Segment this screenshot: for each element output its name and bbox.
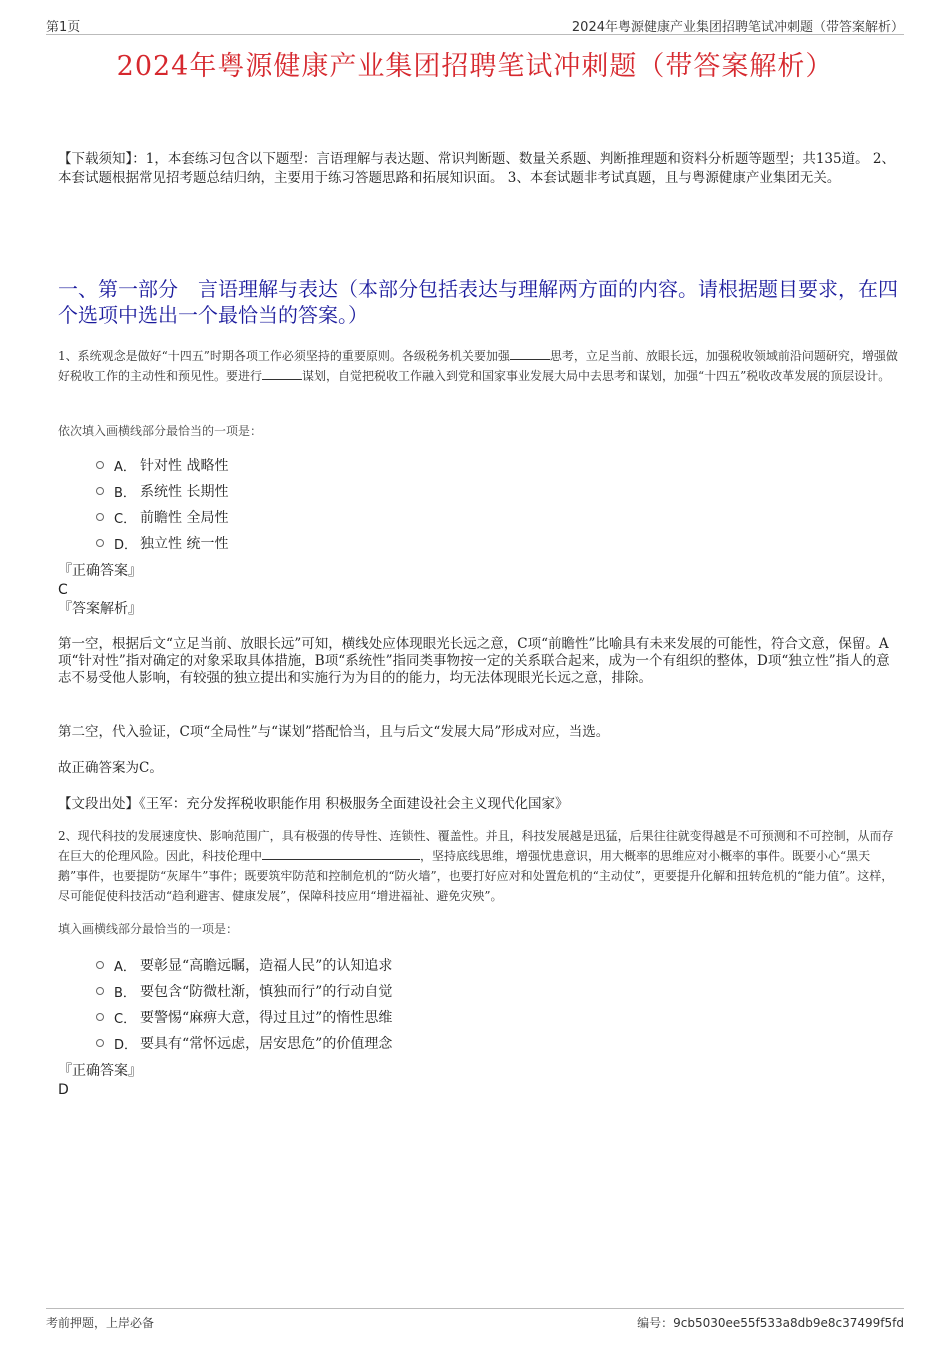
option-c[interactable]: C． 要警惕“麻痹大意，得过且过”的惰性思维 bbox=[96, 1004, 392, 1030]
analysis-paragraph-3: 故正确答案为C。 bbox=[58, 760, 163, 776]
radio-icon[interactable] bbox=[96, 513, 104, 521]
blank-2 bbox=[262, 379, 302, 380]
text-source: 【文段出处】《王军：充分发挥税收职能作用 积极服务全面建设社会主义现代化国家》 bbox=[58, 796, 569, 812]
option-a[interactable]: A． 针对性 战略性 bbox=[96, 452, 228, 478]
option-d[interactable]: D． 要具有“常怀远虑，居安思危”的价值理念 bbox=[96, 1030, 392, 1056]
footer-slogan: 考前押题，上岸必备 bbox=[46, 1316, 155, 1330]
document-id: 编号：9cb5030ee55f533a8db9e8c37499f5fd bbox=[637, 1316, 904, 1330]
header-doc-title: 2024年粤源健康产业集团招聘笔试冲刺题（带答案解析） bbox=[571, 20, 904, 35]
page-number: 第1页 bbox=[46, 20, 81, 35]
option-c[interactable]: C． 前瞻性 全局性 bbox=[96, 504, 228, 530]
question-1-options bbox=[96, 452, 228, 556]
radio-icon[interactable] bbox=[96, 987, 104, 995]
question-2-options bbox=[96, 952, 392, 1056]
radio-icon[interactable] bbox=[96, 1039, 104, 1047]
radio-icon[interactable] bbox=[96, 539, 104, 547]
analysis-paragraph-2: 第二空，代入验证，C项“全局性”与“谋划”搭配恰当，且与后文“发展大局”形成对应，当选。 bbox=[58, 724, 610, 740]
question-2-answer bbox=[58, 1062, 142, 1100]
radio-icon[interactable] bbox=[96, 961, 104, 969]
section-title: 一、第一部分 言语理解与表达（本部分包括表达与理解两方面的内容。请根据题目要求，在四个选项中选出一个最恰当的答案。） bbox=[58, 277, 898, 327]
question-1-text: 1、系统观念是做好“十四五”时期各项工作必须坚持的重要原则。各级税务机关要加强 思考，立足当前、放眼长远，加强税收领域前沿问题研究，增强做好税收工作的主动性和预见性。要进行 谋划，自觉把税收工作融入到党和国家事业发展大局中去思考和谋划，加强“十四五”税收改革发展的顶层设计。 bbox=[58, 349, 898, 383]
blank-1 bbox=[510, 359, 550, 360]
question-2-text: 2、现代科技的发展速度快、影响范围广，具有极强的传导性、连锁性、覆盖性。并且，科技发展越是迅猛，后果往往就变得越是不可预测和不可控制，从而存在巨大的伦理风险。因此，科技伦理中 ，坚持底线思维，增强忧患意识，用大概率的思维应对小概率的事件。既要小心“黑天鹅”事件，也要提防“灰犀牛”事件；既要筑牢防范和控制危机的“防火墙”，也要打好应对和处置危机的“主动仗”，更要提升化解和扭转危机的“能力值”。这样，尽可能促使科技活动“趋利避害、健康发展”，保障科技应用“增进福祉、避免灾殃”。 bbox=[58, 829, 894, 903]
document-title: 2024年粤源健康产业集团招聘笔试冲刺题（带答案解析） bbox=[116, 51, 834, 82]
radio-icon[interactable] bbox=[96, 1013, 104, 1021]
analysis-label: 『答案解析』 bbox=[58, 601, 142, 617]
option-b[interactable]: B． 系统性 长期性 bbox=[96, 478, 228, 504]
question-1-prompt: 依次填入画横线部分最恰当的一项是： bbox=[58, 424, 263, 438]
download-notice: 【下载须知】：1，本套练习包含以下题型：言语理解与表达题、常识判断题、数量关系题、判断推理题和资料分析题等题型；共135道。 2、本套试题根据常见招考题总结归纳，主要用于练习答题思路和拓展知识面。 3、本套试题非考试真题，且与粤源健康产业集团无关。 bbox=[58, 151, 895, 186]
answer-label: 『正确答案』 bbox=[58, 563, 142, 579]
page-header bbox=[46, 14, 904, 35]
option-a[interactable]: A． 要彰显“高瞻远瞩，造福人民”的认知追求 bbox=[96, 952, 392, 978]
analysis-paragraph-1: 第一空，根据后文“立足当前、放眼长远”可知，横线处应体现眼光长远之意，C项“前瞻性”比喻具有未来发展的可能性，符合文意，保留。A项“针对性”指对确定的对象采取具体措施，B项“系统性”指同类事物按一定的关系联合起来，成为一个有组织的整体，D项“独立性”指人的意志不易受他人影响，有较强的独立提出和实施行为为目的的能力，均无法体现眼光长远之意，排除。 bbox=[58, 636, 890, 686]
radio-icon[interactable] bbox=[96, 461, 104, 469]
option-b[interactable]: B． 要包含“防微杜渐，慎独而行”的行动自觉 bbox=[96, 978, 392, 1004]
radio-icon[interactable] bbox=[96, 487, 104, 495]
answer-value: C bbox=[58, 582, 68, 598]
answer-label: 『正确答案』 bbox=[58, 1063, 142, 1079]
answer-value: D bbox=[58, 1082, 69, 1098]
page-footer bbox=[46, 1308, 904, 1329]
question-2-prompt: 填入画横线部分最恰当的一项是： bbox=[58, 922, 239, 936]
option-d[interactable]: D． 独立性 统一性 bbox=[96, 530, 228, 556]
question-1-answer bbox=[58, 562, 142, 619]
blank-1 bbox=[262, 859, 420, 860]
